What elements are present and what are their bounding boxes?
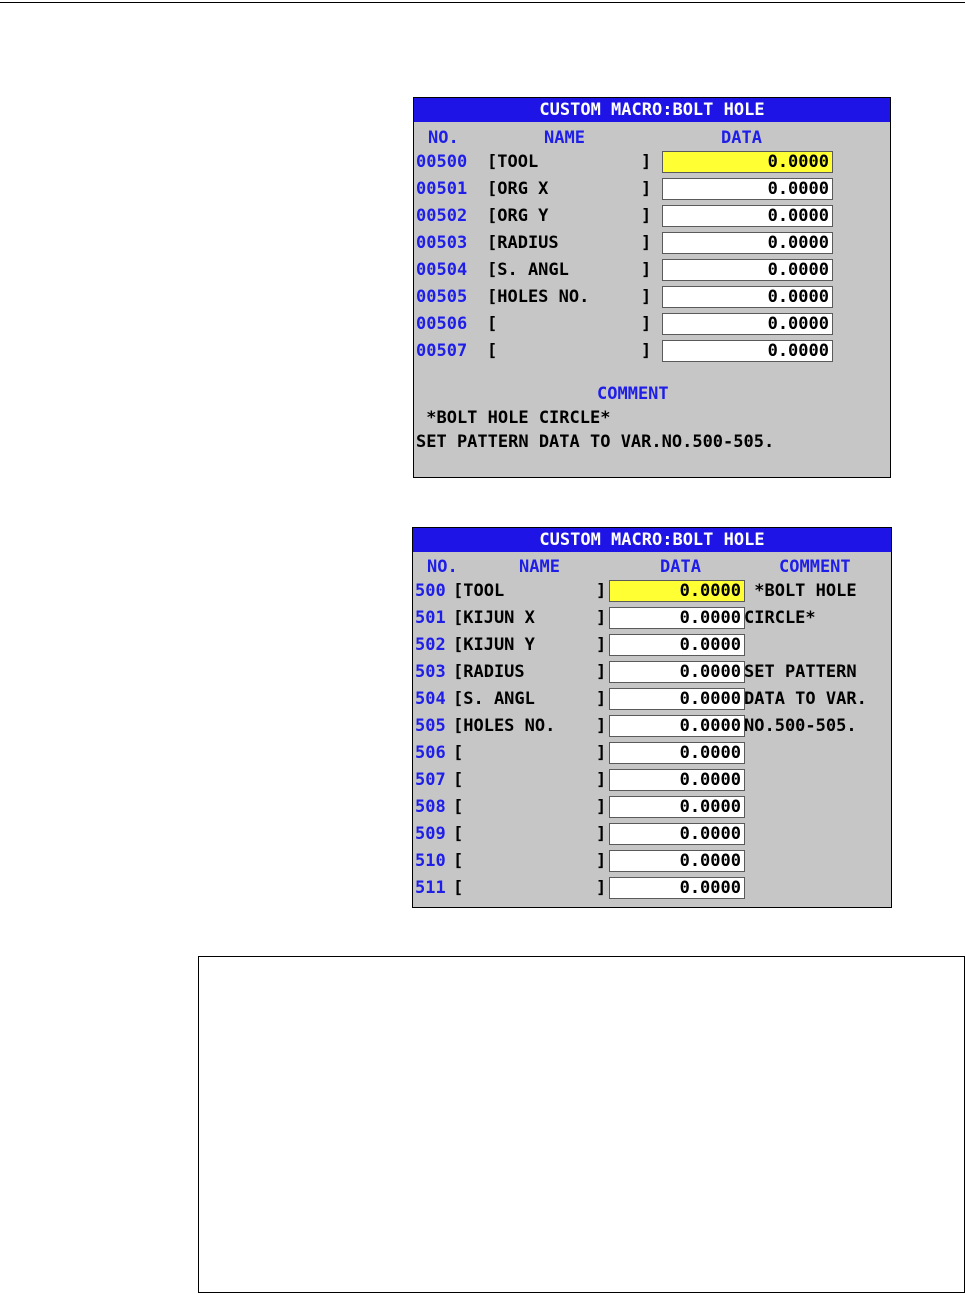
comment-text: CIRCLE* (744, 608, 816, 628)
header-name: NAME (519, 557, 560, 577)
name-close-bracket: ] (596, 878, 607, 898)
data-value-field[interactable]: 0.0000 (609, 661, 745, 683)
variable-number: 508 (415, 797, 446, 817)
variable-name[interactable]: [RADIUS (453, 662, 525, 682)
variable-name[interactable]: [ (487, 341, 498, 361)
variable-name[interactable]: [TOOL (453, 581, 505, 601)
variable-name[interactable]: [ (453, 797, 464, 817)
comment-text: NO.500-505. (744, 716, 857, 736)
data-value-field[interactable]: 0.0000 (609, 580, 745, 602)
variable-number: 500 (415, 581, 446, 601)
blank-frame (198, 956, 965, 1293)
name-close-bracket: ] (596, 662, 607, 682)
variable-number: 501 (415, 608, 446, 628)
variable-number: 00503 (416, 233, 468, 253)
name-close-bracket: ] (641, 233, 652, 253)
name-close-bracket: ] (641, 287, 652, 307)
variable-number: 504 (415, 689, 446, 709)
variable-number: 00506 (416, 314, 468, 334)
data-value-field[interactable]: 0.0000 (662, 313, 833, 335)
comment-text: *BOLT HOLE (744, 581, 857, 601)
page-top-rule (0, 2, 965, 3)
data-value-field[interactable]: 0.0000 (662, 205, 833, 227)
name-close-bracket: ] (596, 689, 607, 709)
variable-number: 00501 (416, 179, 468, 199)
variable-number: 00505 (416, 287, 468, 307)
variable-name[interactable]: [ (453, 824, 464, 844)
name-close-bracket: ] (641, 341, 652, 361)
name-close-bracket: ] (641, 152, 652, 172)
name-close-bracket: ] (641, 314, 652, 334)
data-value-field[interactable]: 0.0000 (662, 259, 833, 281)
data-value-field[interactable]: 0.0000 (609, 850, 745, 872)
header-no: NO. (428, 128, 459, 148)
data-value-field[interactable]: 0.0000 (662, 232, 833, 254)
data-value-field[interactable]: 0.0000 (609, 769, 745, 791)
data-value-field[interactable]: 0.0000 (609, 715, 745, 737)
data-value-field[interactable]: 0.0000 (609, 742, 745, 764)
variable-name[interactable]: [ (487, 314, 498, 334)
variable-number: 507 (415, 770, 446, 790)
variable-number: 505 (415, 716, 446, 736)
variable-number: 502 (415, 635, 446, 655)
variable-name[interactable]: [KIJUN Y (453, 635, 535, 655)
comment-line-2: SET PATTERN DATA TO VAR.NO.500-505. (416, 432, 775, 452)
name-close-bracket: ] (641, 260, 652, 280)
variable-number: 506 (415, 743, 446, 763)
variable-name[interactable]: [HOLES NO. (453, 716, 556, 736)
data-value-field[interactable]: 0.0000 (662, 151, 833, 173)
data-value-field[interactable]: 0.0000 (609, 796, 745, 818)
data-value-field[interactable]: 0.0000 (662, 286, 833, 308)
name-close-bracket: ] (596, 770, 607, 790)
variable-number: 00507 (416, 341, 468, 361)
name-close-bracket: ] (596, 797, 607, 817)
name-close-bracket: ] (596, 743, 607, 763)
variable-number: 509 (415, 824, 446, 844)
custom-macro-screen-wide (412, 527, 892, 908)
comment-label: COMMENT (597, 384, 669, 404)
name-close-bracket: ] (596, 824, 607, 844)
variable-name[interactable]: [ (453, 851, 464, 871)
data-value-field[interactable]: 0.0000 (609, 877, 745, 899)
data-value-field[interactable]: 0.0000 (609, 634, 745, 656)
variable-name[interactable]: [ (453, 878, 464, 898)
comment-line-1: *BOLT HOLE CIRCLE* (416, 408, 611, 428)
name-close-bracket: ] (641, 179, 652, 199)
custom-macro-screen-narrow (413, 97, 891, 478)
screen-title: CUSTOM MACRO:BOLT HOLE (414, 98, 890, 122)
data-value-field[interactable]: 0.0000 (662, 340, 833, 362)
name-close-bracket: ] (596, 635, 607, 655)
variable-name[interactable]: [ORG X (487, 179, 549, 199)
variable-number: 511 (415, 878, 446, 898)
variable-name[interactable]: [RADIUS (487, 233, 559, 253)
header-data: DATA (721, 128, 762, 148)
name-close-bracket: ] (596, 851, 607, 871)
variable-name[interactable]: [ (453, 770, 464, 790)
variable-name[interactable]: [ (453, 743, 464, 763)
header-data: DATA (660, 557, 701, 577)
name-close-bracket: ] (596, 608, 607, 628)
variable-name[interactable]: [HOLES NO. (487, 287, 590, 307)
variable-name[interactable]: [S. ANGL (453, 689, 535, 709)
variable-number: 503 (415, 662, 446, 682)
header-comment: COMMENT (779, 557, 851, 577)
data-value-field[interactable]: 0.0000 (662, 178, 833, 200)
screen-title: CUSTOM MACRO:BOLT HOLE (413, 528, 891, 552)
variable-name[interactable]: [TOOL (487, 152, 539, 172)
data-value-field[interactable]: 0.0000 (609, 688, 745, 710)
name-close-bracket: ] (641, 206, 652, 226)
comment-text: DATA TO VAR. (744, 689, 867, 709)
variable-name[interactable]: [KIJUN X (453, 608, 535, 628)
variable-name[interactable]: [ORG Y (487, 206, 549, 226)
variable-number: 510 (415, 851, 446, 871)
variable-number: 00504 (416, 260, 468, 280)
comment-text: SET PATTERN (744, 662, 857, 682)
name-close-bracket: ] (596, 581, 607, 601)
variable-name[interactable]: [S. ANGL (487, 260, 569, 280)
variable-number: 00500 (416, 152, 468, 172)
header-no: NO. (427, 557, 458, 577)
variable-number: 00502 (416, 206, 468, 226)
data-value-field[interactable]: 0.0000 (609, 823, 745, 845)
data-value-field[interactable]: 0.0000 (609, 607, 745, 629)
name-close-bracket: ] (596, 716, 607, 736)
header-name: NAME (544, 128, 585, 148)
